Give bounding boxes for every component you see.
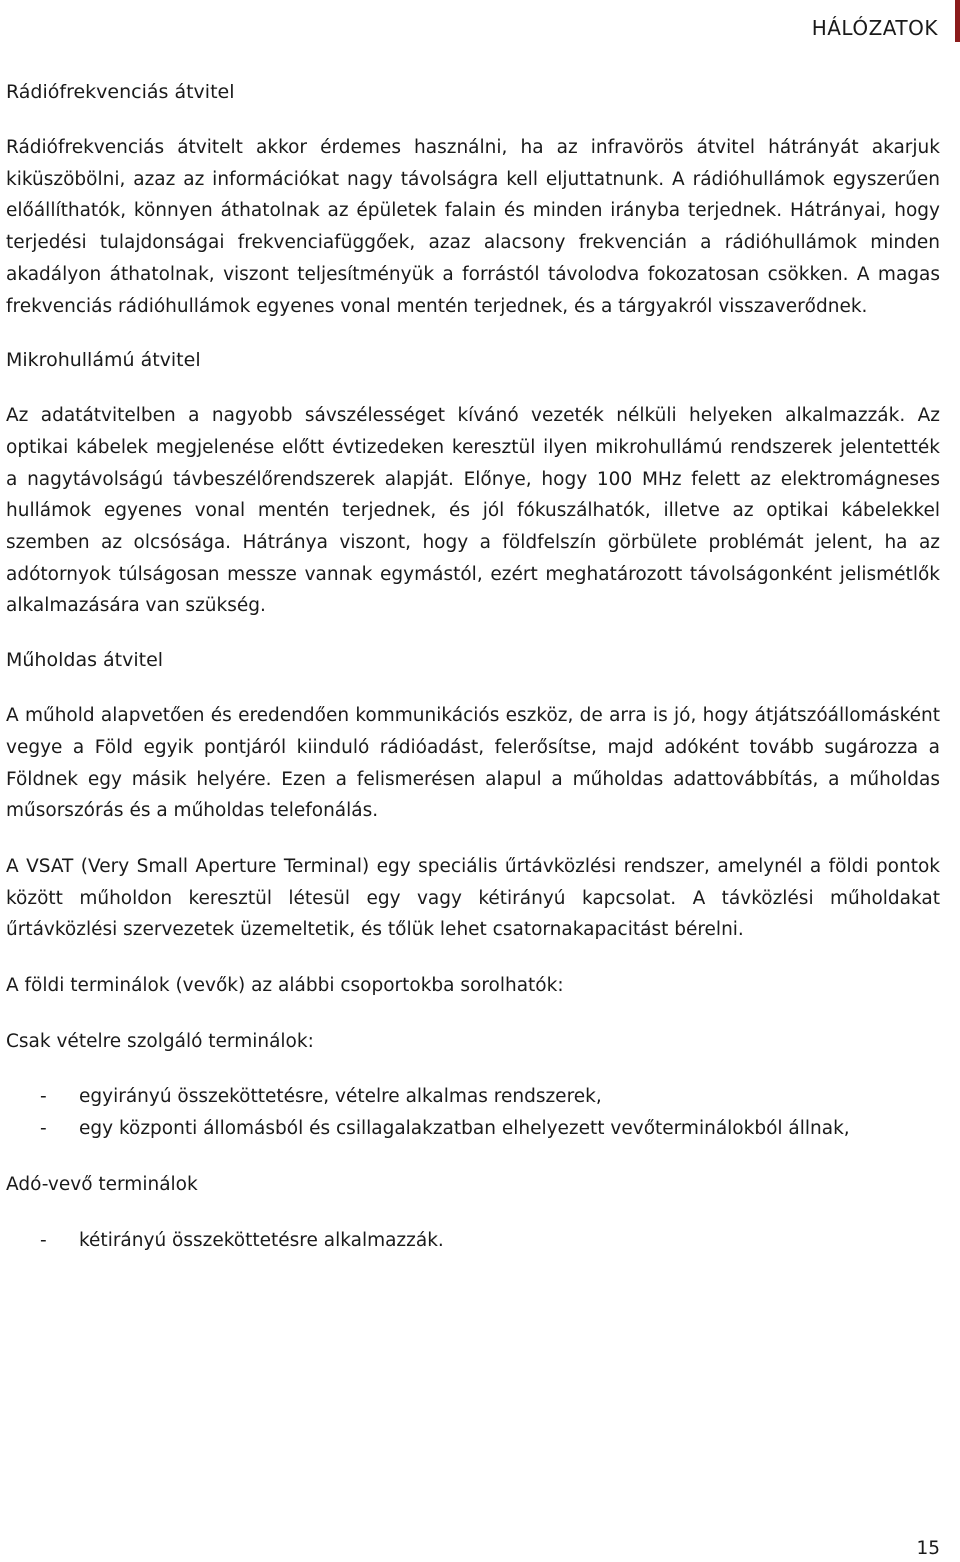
page-number: 15 xyxy=(916,1538,940,1559)
section-heading-satellite: Műholdas átvitel xyxy=(6,649,164,672)
receive-only-label: Csak vételre szolgáló terminálok: xyxy=(6,1030,314,1052)
dash-bullet: - xyxy=(40,1086,47,1108)
dash-bullet: - xyxy=(40,1229,47,1251)
list-item-text: egy központi állomásból és csillagalakzatban elhelyezett vevőterminálokból állnak, xyxy=(79,1118,850,1140)
microwave-paragraph: Az adatátvitelben a nagyobb sávszélességet kívánó vezeték nélküli helyeken alkalmazzák. Az optikai kábelek megjelenése előtt évtizedeken keresztül ilyen mikrohullámú rendszerek jelentették a nagytávolságú távbeszélőrendszerek alapját. Előnye, hogy 100 MHz felett az elektromágneses hullámok egyenes vonal mentén terjednek, és jól fókuszálhatók, illetve az optikai kábelekkel szemben az olcsósága. Hátránya viszont, hogy a földfelszín görbülete problémát jelent, ha az adótornyok túlságosan messze vannak egymástól, ezért meghatározott távolságonként jelismétlők alkalmazására van szükség. xyxy=(6,405,940,617)
section-heading-microwave: Mikrohullámú átvitel xyxy=(6,349,201,372)
list-item xyxy=(6,1225,940,1257)
dash-bullet: - xyxy=(40,1118,47,1140)
radio-paragraph: Rádiófrekvenciás átvitelt akkor érdemes használni, ha az infravörös átvitel hátrányát akarjuk kiküszöbölni, azaz az információkat nagy távolságra kell eljuttatnunk. A rádióhullámok egyszerűen előállíthatók, könnyen áthatolnak az épületek falain és minden irányba terjednek. Hátrányai, hogy terjedési tulajdonságai frekvenciafüggőek, azaz alacsony frekvencián a rádióhullámok minden akadályon áthatolnak, viszont teljesítményük a forrástól távolodva fokozatosan csökken. A magas frekvenciás rádióhullámok egyenes vonal mentén terjednek, és a tárgyakról visszaverődnek. xyxy=(6,137,940,317)
section-heading-radio: Rádiófrekvenciás átvitel xyxy=(6,81,235,103)
terminal-groups-intro: A földi terminálok (vevők) az alábbi csoportokba sorolhatók: xyxy=(6,975,564,997)
transceiver-label: Adó-vevő terminálok xyxy=(6,1173,198,1195)
satellite-paragraph-1: A műhold alapvetően és eredendően kommunikációs eszköz, de arra is jó, hogy átjátszóállomásként vegye a Föld egyik pontjáról kiinduló rádióadást, felerősítse, majd adóként tovább sugározza a Földnek egy másik helyére. Ezen a felismerésen alapul a műholdas adattovábbítás, a műholdas műsorszórás és a műholdas telefonálás. xyxy=(6,705,940,822)
receive-only-list xyxy=(6,1081,940,1144)
header-title: HÁLÓZATOK xyxy=(811,16,938,40)
document-body xyxy=(6,78,940,1280)
page-header xyxy=(0,0,960,42)
list-item-text: egyirányú összeköttetésre, vételre alkalmas rendszerek, xyxy=(79,1086,602,1108)
list-item-text: kétirányú összeköttetésre alkalmazzák. xyxy=(79,1229,444,1251)
header-accent-bar xyxy=(955,0,960,42)
list-item xyxy=(6,1113,940,1145)
transceiver-list xyxy=(6,1225,940,1257)
satellite-paragraph-2: A VSAT (Very Small Aperture Terminal) egy speciális űrtávközlési rendszer, amelynél a földi pontok között műholdon keresztül létesül egy vagy kétirányú kapcsolat. A távközlési műholdakat űrtávközlési szervezetek üzemeltetik, és tőlük lehet csatornakapacitást bérelni. xyxy=(6,855,940,941)
list-item xyxy=(6,1081,940,1113)
